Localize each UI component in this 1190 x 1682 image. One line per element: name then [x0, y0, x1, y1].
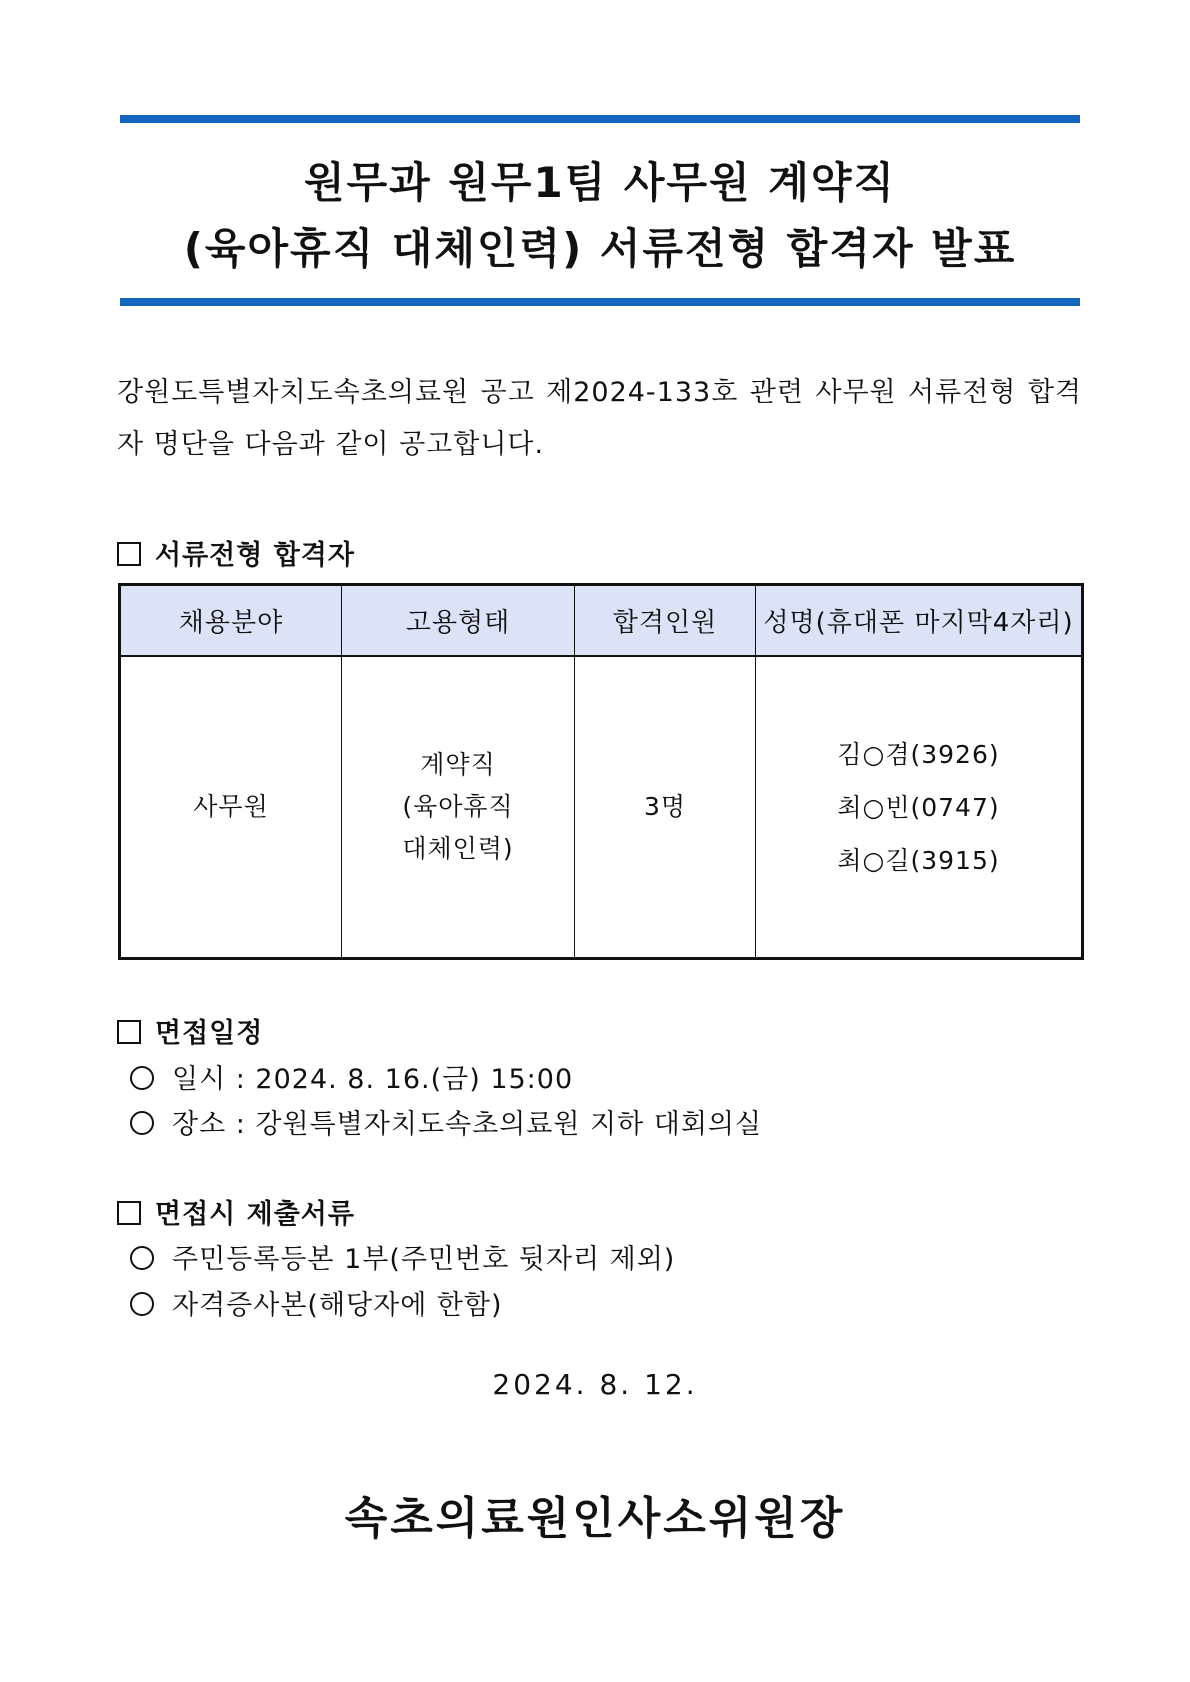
header-type: 고용형태: [342, 585, 575, 657]
documents-item-registration: [130, 1237, 675, 1276]
table-header-row: [120, 585, 1083, 657]
candidate-name: 김○겸(3926): [837, 739, 1000, 769]
section-interview-heading: [117, 1011, 263, 1050]
section-results-heading: [117, 533, 355, 572]
page-title: [120, 150, 1080, 282]
square-bullet-icon: [117, 542, 141, 566]
cell-names: [756, 656, 1083, 959]
intro-paragraph: 강원도특별자치도속초의료원 공고 제2024-133호 관련 사무원 서류전형 합격자 명단을 다음과 같이 공고합니다.: [117, 377, 1082, 460]
table-row: [120, 656, 1083, 959]
header-field: 채용분야: [120, 585, 342, 657]
type-line: 대체인력): [402, 834, 514, 863]
cell-type: [342, 656, 575, 959]
section-documents-label: 면접시 제출서류: [155, 1199, 355, 1230]
documents-item-text: 주민등록등본 1부(주민번호 뒷자리 제외): [172, 1244, 676, 1275]
documents-item-certificate: [130, 1283, 503, 1322]
cell-field: 사무원: [120, 656, 342, 959]
section-interview-label: 면접일정: [155, 1018, 264, 1049]
circle-bullet-icon: [130, 1246, 154, 1270]
title-rule-bottom: [120, 298, 1080, 306]
square-bullet-icon: [117, 1201, 141, 1225]
announcement-date: 2024. 8. 12.: [492, 1368, 698, 1401]
header-count: 합격인원: [575, 585, 756, 657]
circle-bullet-icon: [130, 1066, 154, 1090]
title-line-1: 원무과 원무1팀 사무원 계약직: [304, 158, 896, 207]
interview-item-text: 일시 : 2024. 8. 16.(금) 15:00: [172, 1064, 574, 1095]
section-documents-heading: [117, 1192, 355, 1231]
signature-title: 속초의료원인사소위원장: [344, 1493, 846, 1544]
title-rule-top: [120, 115, 1080, 123]
interview-item-location: [130, 1102, 762, 1141]
circle-bullet-icon: [130, 1111, 154, 1135]
interview-item-datetime: [130, 1057, 573, 1096]
title-line-2: (육아휴직 대체인력) 서류전형 합격자 발표: [183, 224, 1017, 273]
candidate-name: 최○길(3915): [837, 845, 1000, 875]
interview-item-text: 장소 : 강원특별자치도속초의료원 지하 대회의실: [172, 1109, 763, 1140]
candidate-name: 최○빈(0747): [837, 792, 1000, 822]
header-names: 성명(휴대폰 마지막4자리): [756, 585, 1083, 657]
cell-count: 3명: [575, 656, 756, 959]
results-table: [118, 583, 1084, 960]
documents-item-text: 자격증사본(해당자에 한함): [172, 1290, 503, 1321]
circle-bullet-icon: [130, 1292, 154, 1316]
type-line: 계약직: [420, 750, 496, 779]
type-line: (육아휴직: [402, 792, 514, 821]
square-bullet-icon: [117, 1020, 141, 1044]
section-results-label: 서류전형 합격자: [155, 540, 355, 571]
